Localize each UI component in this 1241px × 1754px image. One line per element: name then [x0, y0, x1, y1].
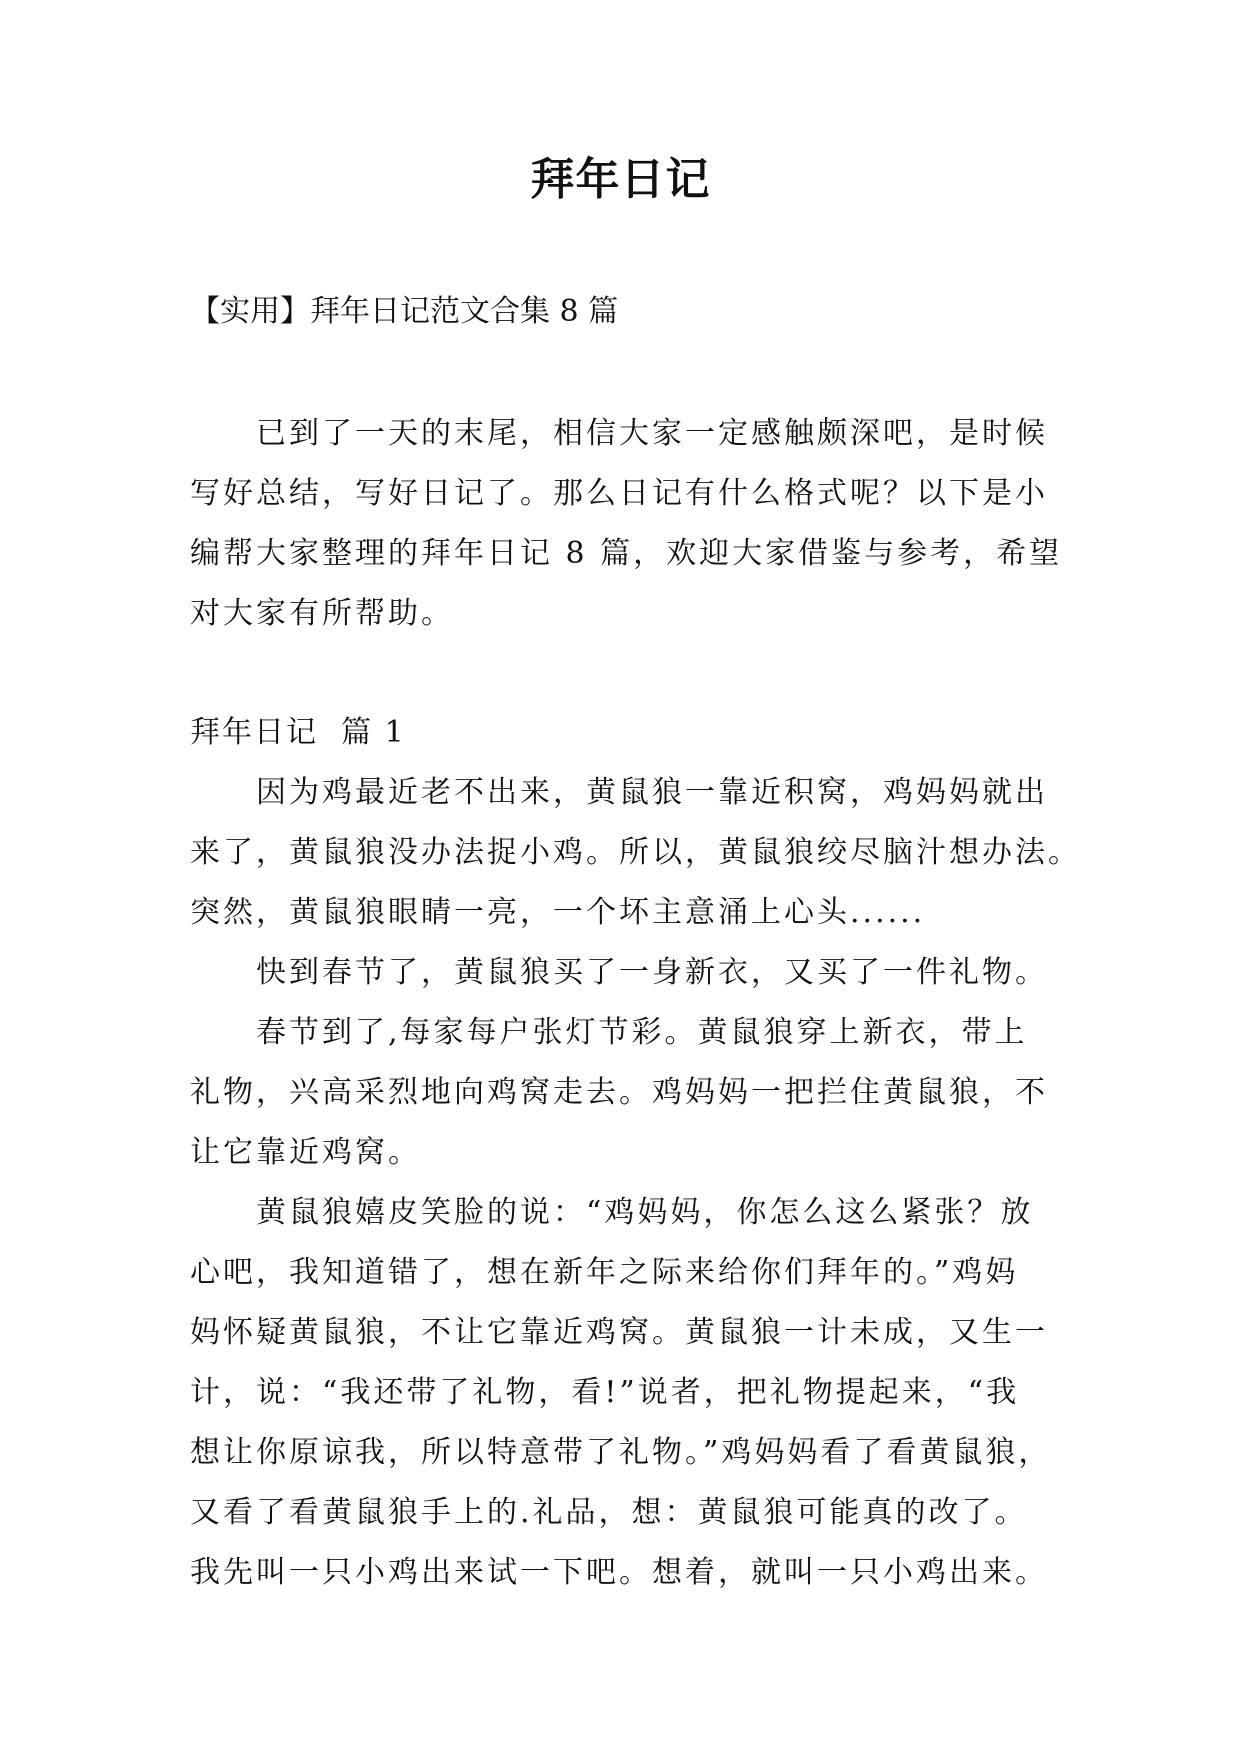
section-heading: 拜年日记 篇 1 [190, 715, 406, 750]
body-line: 让它靠近鸡窝。 [190, 1135, 421, 1170]
intro-paragraph [190, 404, 1063, 644]
body-line: 又看了看黄鼠狼手上的.礼品，想：黄鼠狼可能真的改了。 [190, 1495, 1028, 1530]
body-line: 想让你原谅我，所以特意带了礼物。”鸡妈妈看了看黄鼠狼， [190, 1435, 1052, 1470]
body-line: 妈怀疑黄鼠狼，不让它靠近鸡窝。黄鼠狼一计未成，又生一 [190, 1315, 1048, 1350]
document-title: 拜年日记 [530, 154, 711, 205]
intro-line: 对大家有所帮助。 [190, 596, 454, 631]
body-line: 黄鼠狼嬉皮笑脸的说：“鸡妈妈，你怎么这么紧张？放 [256, 1195, 1034, 1230]
body-line: 突然，黄鼠狼眼睛一亮，一个坏主意涌上心头...... [190, 895, 926, 930]
intro-line: 编帮大家整理的拜年日记 8 篇，欢迎大家借鉴与参考，希望 [190, 536, 1063, 571]
intro-line: 写好总结，写好日记了。那么日记有什么格式呢？以下是小 [190, 476, 1048, 511]
body-line: 我先叫一只小鸡出来试一下吧。想着，就叫一只小鸡出来。 [190, 1555, 1048, 1590]
body-line: 计，说：“我还带了礼物，看!”说者，把礼物提起来，“我 [190, 1375, 1020, 1410]
body-line: 礼物，兴高采烈地向鸡窝走去。鸡妈妈一把拦住黄鼠狼，不 [190, 1075, 1048, 1110]
document-subtitle: 【实用】拜年日记范文合集 8 篇 [190, 294, 619, 329]
body-line: 心吧，我知道错了，想在新年之际来给你们拜年的。”鸡妈 [190, 1255, 1019, 1290]
body-line: 来了，黄鼠狼没办法捉小鸡。所以，黄鼠狼绞尽脑汁想办法。 [190, 835, 1081, 870]
body-line: 因为鸡最近老不出来，黄鼠狼一靠近积窝，鸡妈妈就出 [256, 775, 1048, 810]
body-line: 快到春节了，黄鼠狼买了一身新衣，又买了一件礼物。 [256, 955, 1048, 990]
intro-line: 已到了一天的末尾，相信大家一定感触颇深吧，是时候 [256, 416, 1048, 451]
body-line: 春节到了,每家每户张灯节彩。黄鼠狼穿上新衣，带上 [256, 1015, 1028, 1050]
diary-section [190, 703, 1081, 1603]
